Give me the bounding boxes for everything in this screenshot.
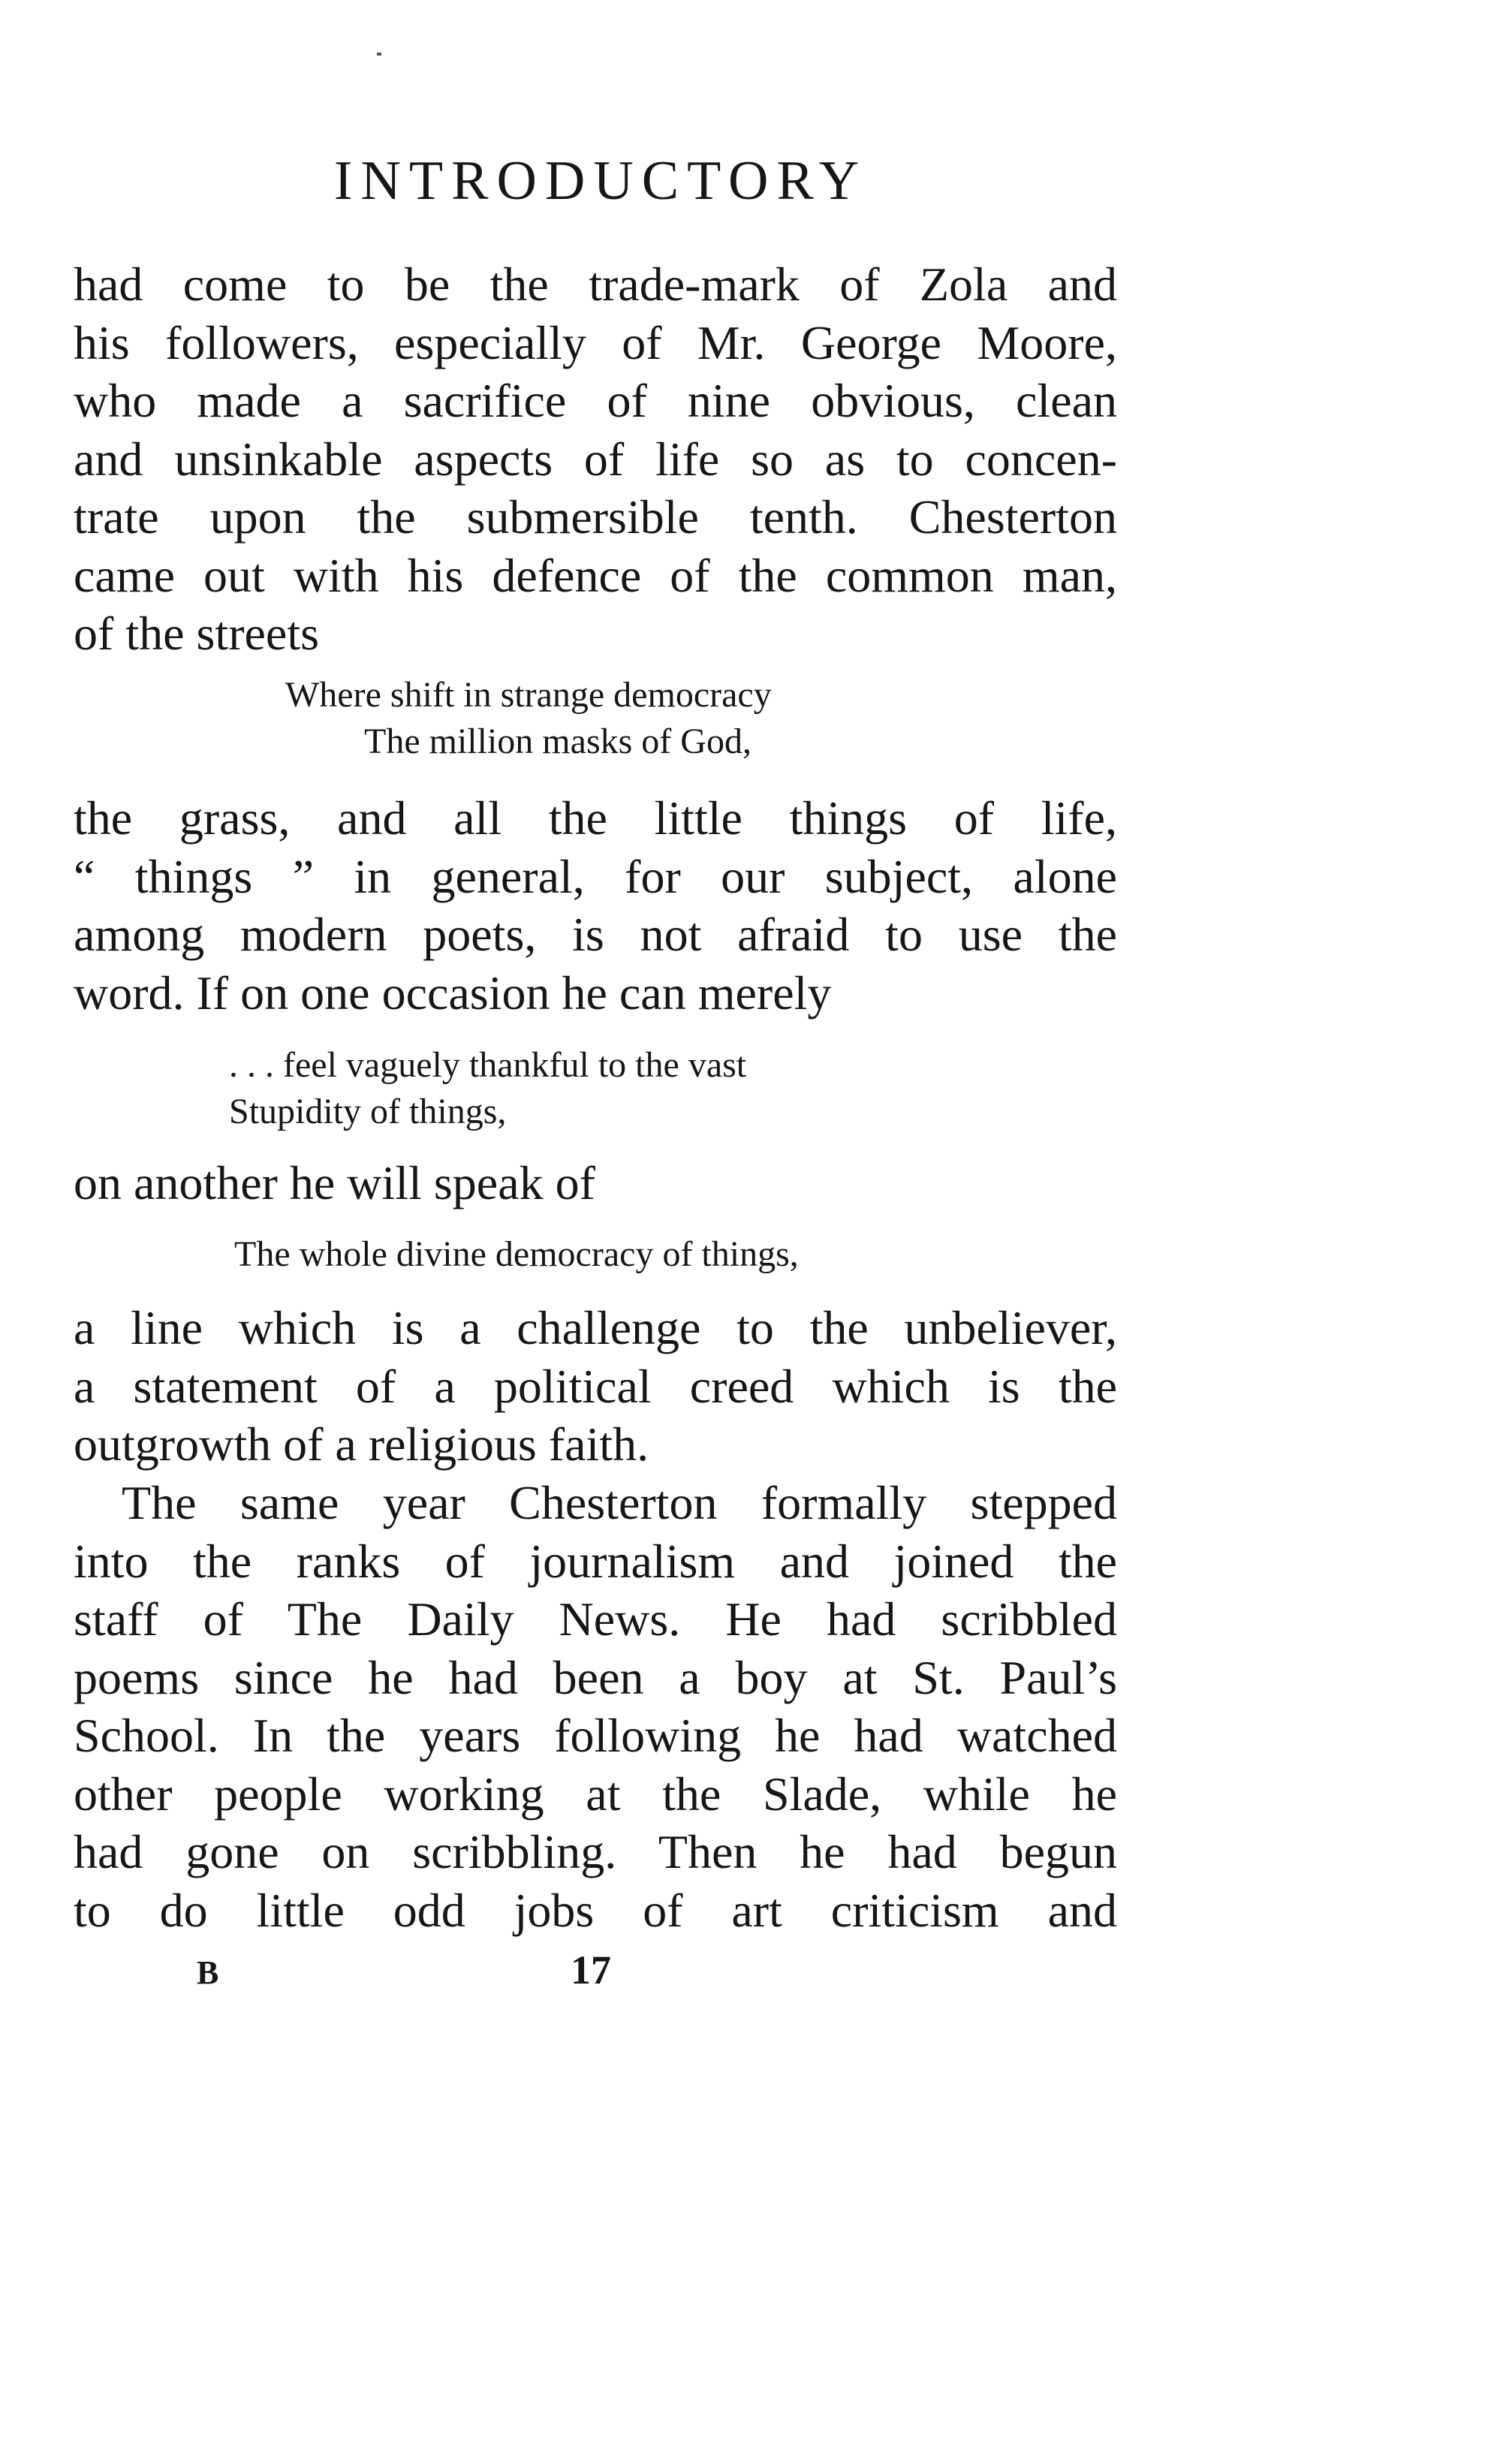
text-line: came out with his defence of the common man, — [74, 548, 1117, 602]
paragraph-5 — [74, 1474, 1117, 1939]
text-line: School. In the years following he had watched — [74, 1709, 1117, 1762]
text-line: who made a sacrifice of nine obvious, clean — [74, 374, 1117, 427]
text-line: trate upon the submersible tenth. Chesterton — [74, 490, 1117, 544]
paragraph-2 — [74, 789, 1117, 1022]
text-line: had gone on scribbling. Then he had begun — [74, 1825, 1117, 1878]
text-line: outgrowth of a religious faith. — [74, 1417, 649, 1471]
verse-quote-line: Stupidity of things, — [229, 1092, 507, 1131]
verse-quote-line: The million masks of God, — [364, 721, 751, 761]
text-line: among modern poets, is not afraid to use the — [74, 908, 1117, 961]
text-line: to do little odd jobs of art criticism and — [74, 1883, 1117, 1937]
scan-speck — [377, 53, 381, 56]
text-line: other people working at the Slade, while he — [74, 1767, 1117, 1821]
signature-mark: B — [197, 1954, 219, 1991]
text-line: staff of The Daily News. He had scribbled — [74, 1592, 1117, 1646]
text-line: The same year Chesterton formally stepped — [122, 1476, 1117, 1529]
running-head: INTRODUCTORY — [333, 150, 868, 212]
verse-quote-line: The whole divine democracy of things, — [234, 1234, 799, 1274]
paragraph-3 — [74, 1154, 1117, 1212]
text-line: a line which is a challenge to the unbeliever, — [74, 1301, 1117, 1354]
text-line: word. If on one occasion he can merely — [74, 965, 832, 1020]
text-line: his followers, especially of Mr. George Moore, — [74, 315, 1117, 369]
paragraph-1 — [74, 255, 1117, 663]
verse-quote-line: . . . feel vaguely thankful to the vast — [229, 1045, 747, 1085]
text-line: a statement of a political creed which is the — [74, 1359, 1117, 1413]
text-line: into the ranks of journalism and joined the — [74, 1534, 1117, 1588]
paragraph-4 — [74, 1299, 1117, 1474]
text-line: and unsinkable aspects of life so as to concen- — [74, 432, 1117, 486]
text-line: on another he will speak of — [74, 1156, 595, 1209]
text-line: poems since he had been a boy at St. Paul’s — [74, 1650, 1117, 1704]
text-line: of the streets — [74, 607, 319, 660]
page-number: 17 — [571, 1947, 611, 1993]
verse-quote-line: Where shift in strange democracy — [285, 675, 772, 715]
text-line: the grass, and all the little things of life, — [74, 791, 1117, 845]
text-line: had come to be the trade-mark of Zola and — [74, 258, 1117, 311]
text-line: “ things ” in general, for our subject, alone — [74, 849, 1117, 903]
